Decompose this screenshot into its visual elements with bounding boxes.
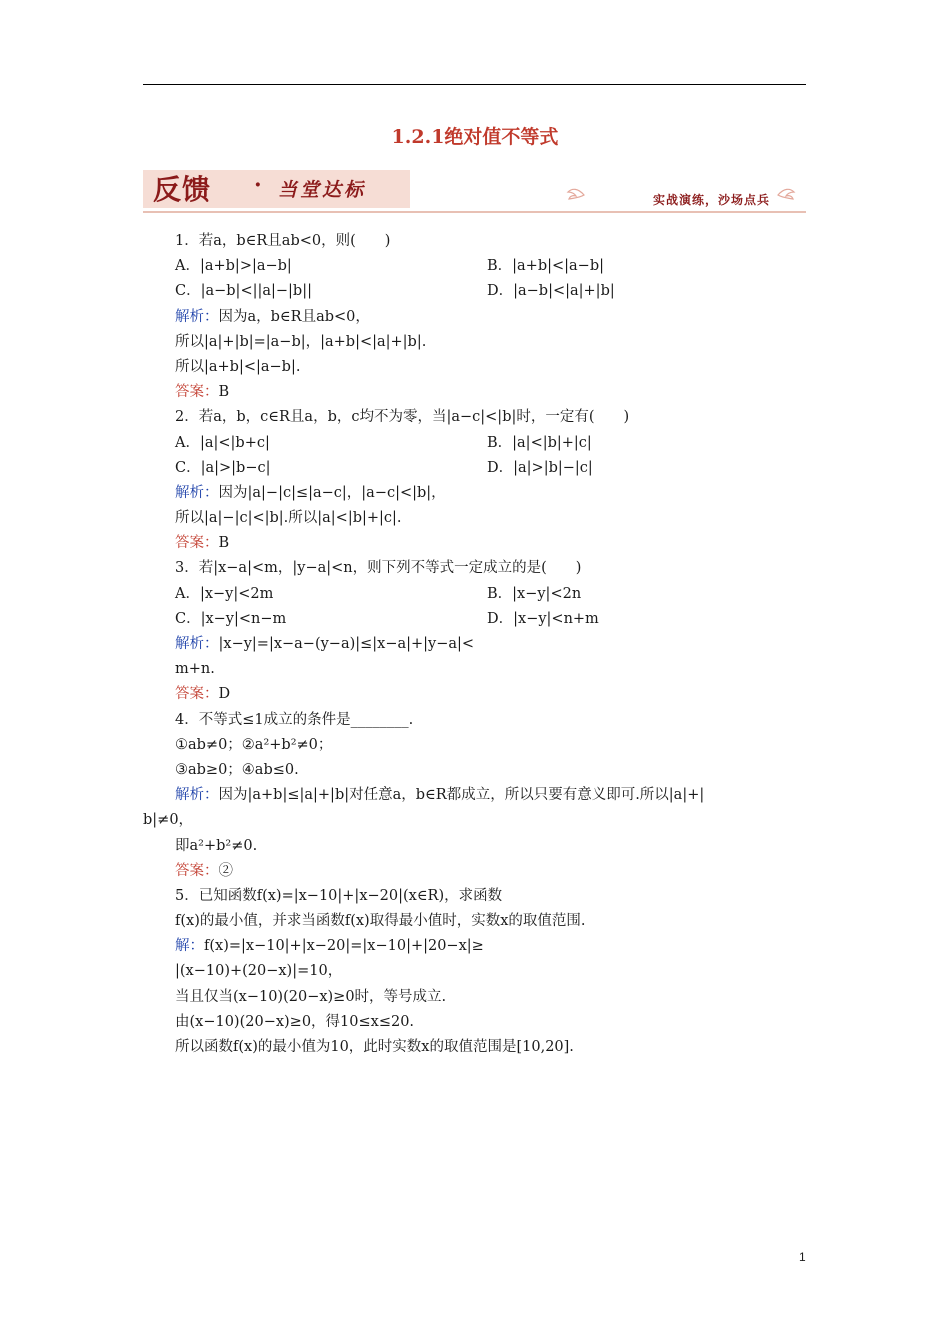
text-line (175, 1010, 815, 1035)
line-text: b|≠0， (143, 812, 194, 829)
line-text: 所以函数f(x)的最小值为10，此时实数x的取值范围是[10,20]. (175, 1039, 574, 1055)
top-rule (143, 84, 806, 85)
question-content (143, 229, 815, 1060)
line-text: 1．若a，b∈R且ab<0，则( ) (175, 233, 391, 249)
line-text: 所以|a|−|c|<|b|.所以|a|<|b|+|c|. (175, 510, 402, 527)
line-text: C．|a−b|<||a|−|b|| (175, 283, 312, 300)
text-line (175, 834, 815, 859)
line-text: 4．不等式≤1成立的条件是________. (175, 711, 414, 728)
line-text: 2．若a，b，c∈R且a，b，c均不为零，当|a−c|<|b|时，一定有( ) (175, 409, 630, 426)
option-right-column: B．|x−y|<2n (487, 585, 582, 602)
text-line (175, 330, 815, 355)
line-text: ①ab≠0；②a²+b²≠0； (175, 736, 333, 753)
text-line (175, 582, 815, 607)
line-text: A．|a+b|>|a−b| (175, 258, 292, 275)
banner-tagline: 实战演练，沙场点兵 (652, 193, 770, 207)
left-wing-icon (566, 186, 586, 204)
option-right-column: B．|a|<|b|+|c| (487, 434, 592, 451)
line-text: ③ab≥0；④ab≤0. (175, 761, 299, 778)
solution-label: 解析： (175, 484, 219, 501)
line-text: 即a²+b²≠0. (175, 837, 258, 854)
line-text: 3．若|x−a|<m，|y−a|<n，则下列不等式一定成立的是( ) (175, 560, 582, 577)
solution-label: 解析： (175, 308, 219, 325)
text-line (175, 909, 815, 934)
text-line (175, 1035, 815, 1060)
text-line (175, 733, 815, 758)
text-line (143, 808, 815, 833)
page-number: 1 (799, 1250, 806, 1264)
text-line (175, 959, 815, 984)
banner-subtitle: 当堂达标 (278, 179, 367, 201)
text-line (175, 556, 815, 581)
line-text: ② (218, 862, 233, 879)
text-line (175, 708, 815, 733)
solution-label: 解析： (175, 636, 219, 652)
banner-main-title: 反馈 (153, 173, 212, 206)
text-line (175, 254, 815, 279)
line-text: 当且仅当(x−10)(20−x)≥0时，等号成立. (175, 988, 447, 1005)
line-text: f(x)的最小值，并求当函数f(x)取得最小值时，实数x的取值范围. (175, 913, 586, 930)
text-line (175, 531, 815, 556)
text-line (175, 985, 815, 1010)
text-line (175, 783, 815, 808)
text-line (175, 758, 815, 783)
option-right-column: B．|a+b|<|a−b| (487, 258, 604, 275)
text-line (175, 305, 815, 330)
answer-label: 答案： (175, 686, 219, 703)
text-line (175, 229, 815, 254)
option-right-column: D．|a|>|b|−|c| (487, 459, 593, 476)
text-line (175, 884, 815, 909)
line-text: 所以|a|+|b|=|a−b|，|a+b|<|a|+|b|. (175, 333, 427, 350)
line-text: C．|a|>|b−c| (175, 459, 271, 476)
text-line (175, 380, 815, 405)
solution-label: 解析： (175, 787, 219, 804)
line-text: B (218, 384, 230, 401)
line-text: 所以|a+b|<|a−b|. (175, 358, 301, 375)
text-line (175, 657, 815, 682)
text-line (175, 607, 815, 632)
line-text: 由(x−10)(20−x)≥0，得10≤x≤20. (175, 1013, 415, 1030)
answer-label: 答案： (175, 862, 219, 879)
text-line (175, 481, 815, 506)
banner-dot: · (254, 172, 262, 198)
line-text: A．|x−y|<2m (175, 585, 274, 602)
text-line (175, 405, 815, 430)
line-text: D (218, 686, 231, 703)
line-text: C．|x−y|<n−m (175, 610, 287, 627)
line-text: 因为|a+b|≤|a|+|b|对任意a，b∈R都成立，所以只要有意义即可.所以|a|+| (218, 787, 705, 804)
text-line (175, 431, 815, 456)
line-text: A．|a|<|b+c| (175, 434, 270, 451)
option-right-column: D．|x−y|<n+m (487, 610, 599, 627)
text-line (175, 682, 815, 707)
section-banner (143, 166, 806, 212)
banner-underline (143, 211, 806, 213)
text-line (175, 279, 815, 304)
line-text: m+n. (175, 661, 215, 678)
right-wing-icon (776, 186, 796, 204)
text-line (175, 456, 815, 481)
text-line (175, 934, 815, 959)
text-line (175, 859, 815, 884)
solution-label: 解： (175, 938, 204, 955)
option-right-column: D．|a−b|<|a|+|b| (487, 283, 615, 300)
text-line (175, 355, 815, 380)
line-text: |(x−10)+(20−x)|=10， (175, 963, 343, 980)
answer-label: 答案： (175, 535, 219, 552)
line-text: 因为|a|−|c|≤|a−c|，|a−c|<|b|， (218, 484, 446, 501)
line-text: |x−y|=|x−a−(y−a)|≤|x−a|+|y−a|< (218, 636, 475, 652)
line-text: f(x)=|x−10|+|x−20|=|x−10|+|20−x|≥ (204, 938, 484, 955)
answer-label: 答案： (175, 384, 219, 401)
line-text: 因为a，b∈R且ab<0， (218, 308, 370, 325)
text-line (175, 506, 815, 531)
page-title: 1.2.1绝对值不等式 (391, 126, 559, 148)
text-line (175, 632, 815, 657)
line-text: B (218, 535, 230, 552)
line-text: 5．已知函数f(x)=|x−10|+|x−20|(x∈R)，求函数 (175, 887, 503, 904)
